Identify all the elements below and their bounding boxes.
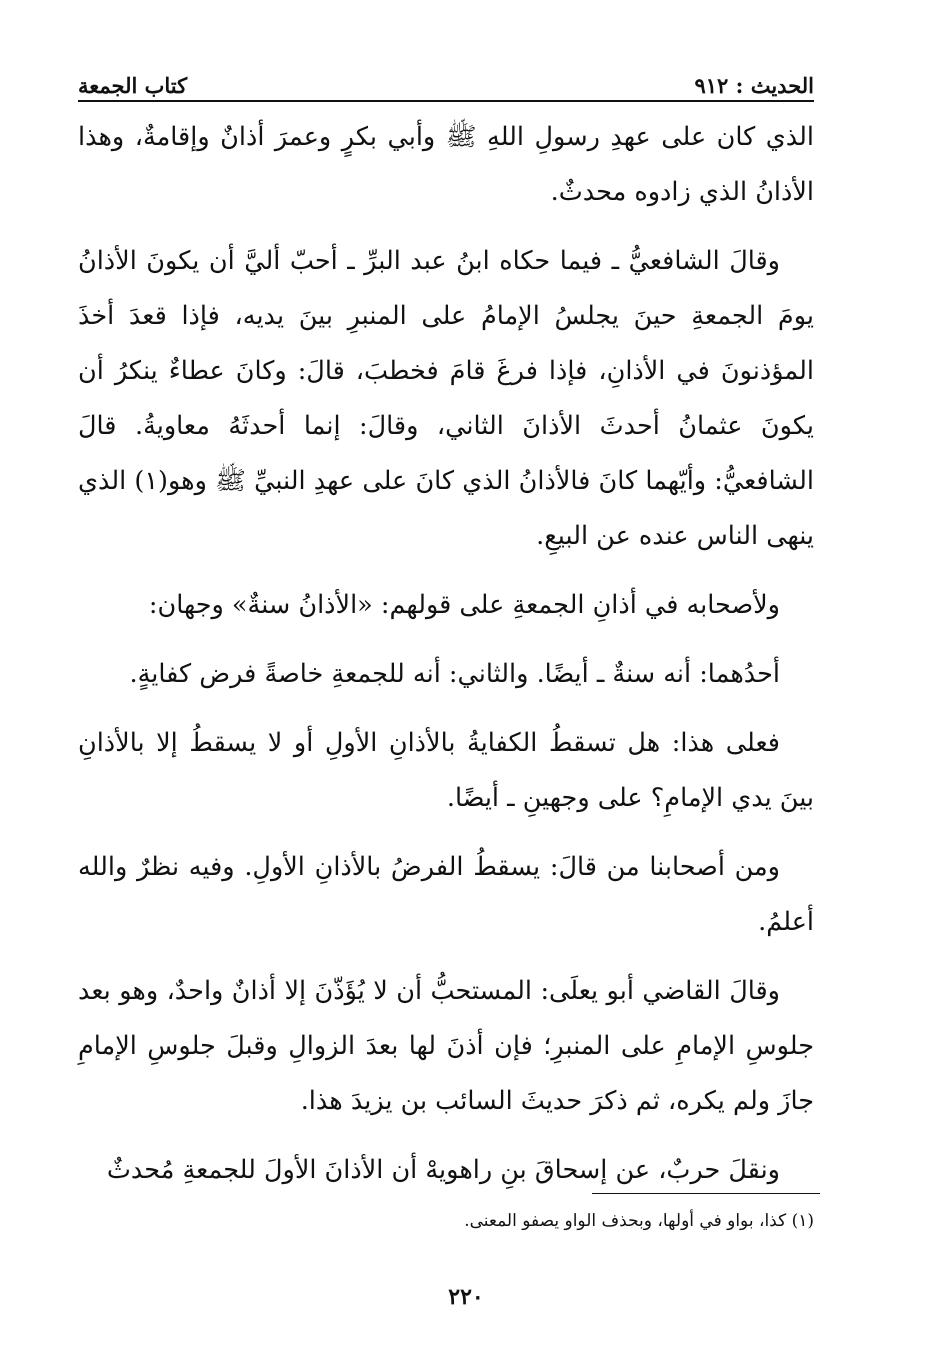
paragraph-1: الذي كان على عهدِ رسولِ اللهِ ﷺ وأبي بكرٍ وعمرَ أذانٌ وإقامةٌ، وهذا الأذانُ الذي زادوه محدثٌ. [78, 122, 814, 207]
paragraph-2: وقالَ الشافعيُّ ـ فيما حكاه ابنُ عبد البرِّ ـ أحبّ أليَّ أن يكونَ الأذانُ يومَ الجمعةِ حينَ يجلسُ الإمامُ على المنبرِ بينَ يديه، فإذا قعدَ أخذَ المؤذنونَ في الأذانِ، فإذا فرغَ قامَ فخطبَ، قالَ: وكانَ عطاءٌ ينكرُ أن يكونَ عثمانُ أحدثَ الأذانَ الثاني، وقالَ: إنما أحدثَهُ معاويةُ. قالَ الشافعيُّ: وأيّهما كانَ فالأذانُ الذي كانَ على عهدِ النبيِّ ﷺ وهو(١) الذي ينهى الناس عنده عن البيعِ. [78, 246, 814, 551]
footnote-separator [592, 1193, 820, 1194]
paragraph-3: ولأصحابه في أذانِ الجمعةِ على قولهم: «الأذانُ سنةٌ» وجهان: [148, 590, 780, 620]
hadith-number-label: الحديث : ٩١٢ [694, 73, 814, 98]
page-number: ٢٢٠ [448, 1284, 484, 1310]
main-text [78, 110, 814, 1212]
running-header [78, 62, 814, 102]
footnote: (١) كذا، بواو في أولها، وبحذف الواو يصفو المعنى. [464, 1211, 814, 1231]
paragraph-4: أحدُهما: أنه سنةٌ ـ أيضًا. والثاني: أنه للجمعةِ خاصةً فرض كفايةٍ. [129, 659, 780, 689]
paragraph-7: وقالَ القاضي أبو يعلَى: المستحبُّ أن لا يُؤَذّنَ إلا أذانٌ واحدٌ، وهو بعد جلوسِ الإمامِ على المنبرِ؛ فإن أذنَ لها بعدَ الزوالِ وقبلَ جلوسِ الإمامِ جازَ ولم يكره، ثم ذكرَ حديثَ السائب بن يزيدَ هذا. [78, 976, 814, 1116]
paragraph-8: ونقلَ حربٌ، عن إسحاقَ بنِ راهويهْ أن الأذانَ الأولَ للجمعةِ مُحدثٌ [106, 1155, 780, 1185]
paragraph-6: ومن أصحابنا من قالَ: يسقطُ الفرضُ بالأذانِ الأولِ. وفيه نظرٌ والله أعلمُ. [78, 852, 814, 937]
book-title: كتاب الجمعة [78, 73, 188, 98]
paragraph-5: فعلى هذا: هل تسقطُ الكفايةُ بالأذانِ الأولِ أو لا يسقطُ إلا بالأذانِ بينَ يدي الإمامِ؟ على وجهينِ ـ أيضًا. [78, 728, 814, 813]
